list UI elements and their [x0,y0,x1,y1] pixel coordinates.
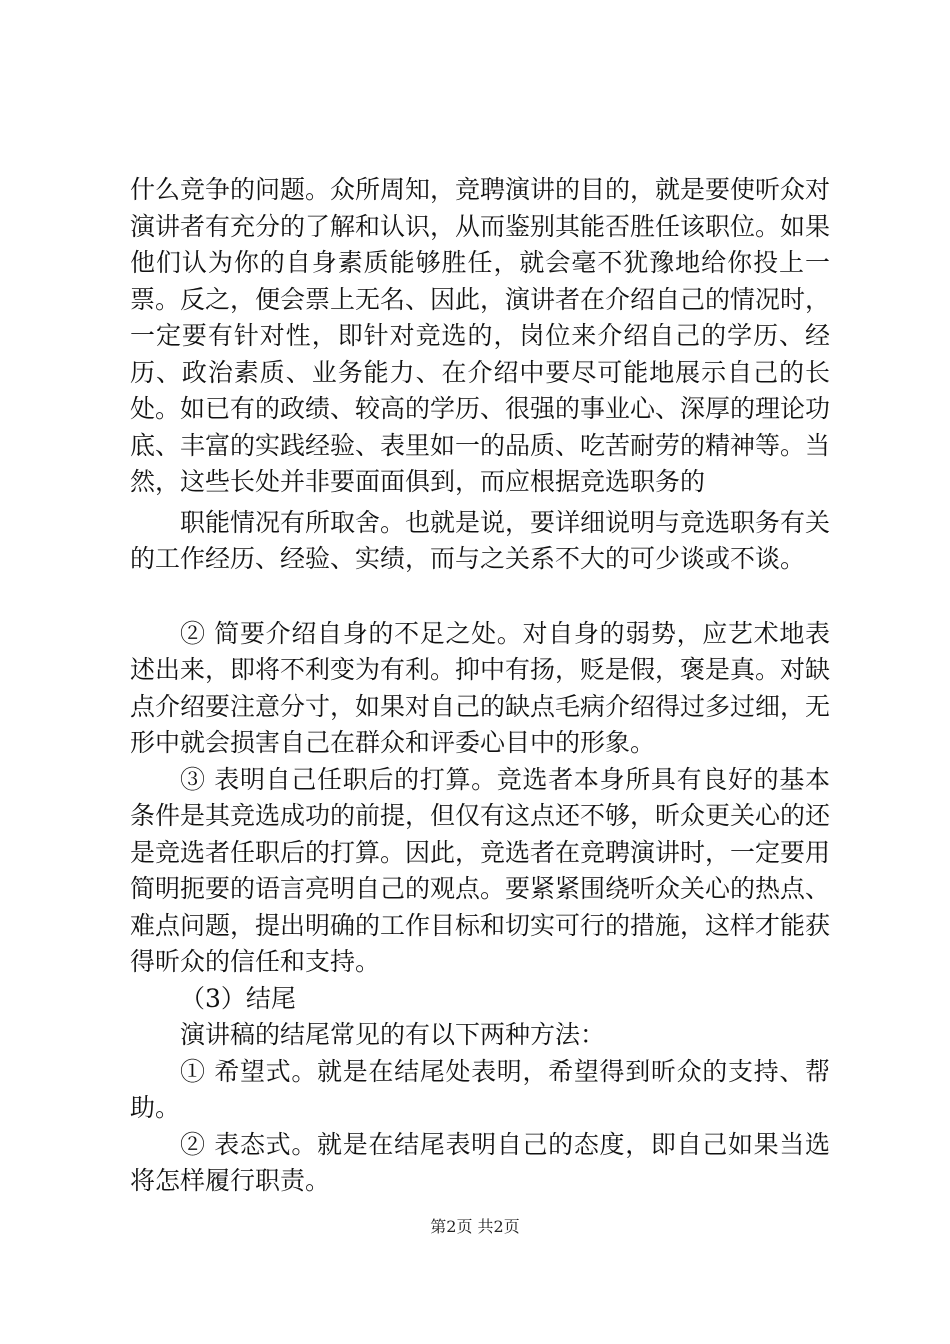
paragraph-continuation: 什么竞争的问题。众所周知，竞聘演讲的目的，就是要使听众对演讲者有充分的了解和认识，从而鉴别其能否胜任该职位。如果他们认为你的自身素质能够胜任，就会毫不犹豫地给你投上一票。反之，便会票上无名、因此，演讲者在介绍自己的情况时，一定要有针对性，即针对竞选的，岗位来介绍自己的学历、经历、政治素质、业务能力、在介绍中要尽可能地展示自己的长处。如已有的政绩、较高的学历、很强的事业心、深厚的理论功底、丰富的实践经验、表里如一的品质、吃苦耐劳的精神等。当然，这些长处并非要面面俱到，而应根据竞选职务的 [130,175,831,496]
section-heading-ending: （3）结尾 [180,983,296,1013]
paragraph-plans: ③ 表明自己任职后的打算。竞选者本身所具有良好的基本条件是其竞选成功的前提，但仅有这点还不够，昕众更关心的还是竞选者任职后的打算。因此，竞选者在竞聘演讲时，一定要用简明扼要的语言亮明自己的观点。要紧紧围绕听众关心的热点、难点问题，提出明确的工作目标和切实可行的措施，这样才能获得昕众的信任和支持。 [130,764,831,976]
document-body [130,172,830,1200]
page-footer: 第2页 共2页 [430,1217,520,1236]
paragraph-stance-style: ② 表态式。就是在结尾表明自己的态度，即自己如果当选将怎样履行职责。 [130,1129,830,1195]
paragraph-hope-style: ① 希望式。就是在结尾处表明，希望得到昕众的支持、帮助。 [130,1056,830,1122]
paragraph-weakness: ② 简要介绍自身的不足之处。对自身的弱势，应艺术地表述出来，即将不利变为有利。抑中有扬，贬是假，褒是真。对缺点介绍要注意分寸，如果对自己的缺点毛病介绍得过多过细，无形中就会损害自己在群众和评委心目中的形象。 [130,618,831,757]
paragraph-duties: 职能情况有所取舍。也就是说，要详细说明与竞选职务有关的工作经历、经验、实绩，而与之关系不大的可少谈或不谈。 [130,507,831,573]
paragraph-ending-intro: 演讲稿的结尾常见的有以下两种方法： [180,1020,606,1049]
